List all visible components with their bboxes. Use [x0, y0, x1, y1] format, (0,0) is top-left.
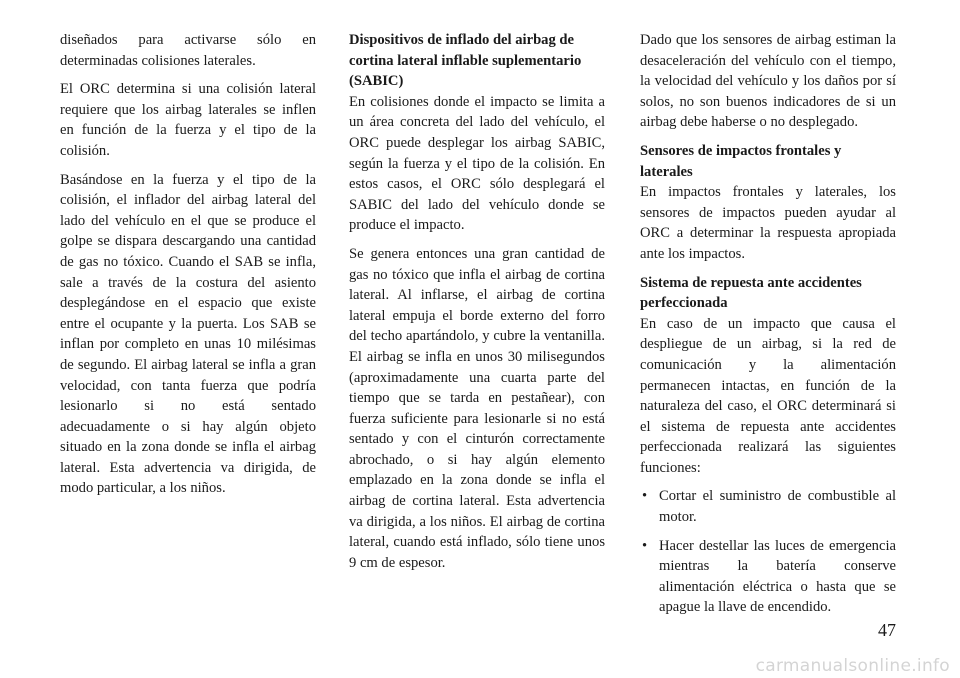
section-heading-sensors: Sensores de impactos frontales y laterales	[640, 142, 842, 180]
text-column-left	[60, 30, 316, 507]
paragraph: En impactos frontales y laterales, los sensores de impactos pueden ayudar al ORC a determinar la respuesta apropiada ante los impactos.	[640, 184, 896, 262]
bullet-icon: •	[642, 488, 648, 505]
page-number: 47	[878, 620, 896, 640]
list-item	[640, 536, 896, 618]
paragraph: Se genera entonces una gran cantidad de gas no tóxico que infla el airbag de cortina lateral. Al inflarse, el airbag de cortina lateral empuja el borde externo del forro del techo apartándolo, y cubre la ventanilla. El airbag se infla en unos 30 milisegundos (aproximadamente una cuarta parte del tiempo que se tarda en pestañear), con fuerza suficiente para lesionarle si no está sentado y con el cinturón correctamente abrochado, o si hay algún elemento emplazado en la zona donde se infla el airbag de cortina lateral. Esta advertencia va dirigida, a los niños. El airbag de cortina lateral, cuando está inflado, sólo tiene unos 9 cm de espesor.	[349, 245, 605, 571]
text-column-right	[640, 30, 896, 626]
paragraph: En colisiones donde el impacto se limita a un área concreta del lado del vehículo, el ORC puede desplegar los airbag SABIC, según la fuerza y el tipo de la colisión. En estos casos, el ORC sólo desplegará el SABIC del lado del vehículo donde se produce el impacto.	[349, 93, 605, 234]
list-item-text: Hacer destellar las luces de emergencia mientras la batería conserve alimentación eléctrica o hasta que se apague la llave de encendido.	[659, 537, 896, 616]
list-item-text: Cortar el suministro de combustible al motor.	[659, 488, 896, 526]
bullet-icon: •	[642, 537, 648, 554]
paragraph: El ORC determina si una colisión lateral requiere que los airbag laterales se inflen en función de la fuerza y el tipo de la colisión.	[60, 81, 316, 159]
text-column-middle	[349, 30, 605, 581]
watermark-text: carmanualsonline.info	[755, 656, 950, 676]
section-heading-response-system: Sistema de repuesta ante accidentes perfeccionada	[640, 274, 862, 312]
paragraph: En caso de un impacto que causa el despliegue de un airbag, si la red de comunicación y la alimentación permanecen intactas, en función de la naturaleza del caso, el ORC determinará si el sistema de repuesta ante accidentes perfeccionada realizará las siguientes funciones:	[640, 315, 896, 476]
list-item	[640, 486, 896, 527]
section-heading-sabic: Dispositivos de inflado del airbag de cortina lateral inflable suplementario (SABIC)	[349, 32, 582, 90]
paragraph: Basándose en la fuerza y el tipo de la colisión, el inflador del airbag lateral del lado del vehículo en el que se produce el golpe se dispara descargando una cantidad de gas no tóxico. Cuando el SAB se infla, sale a través de la costura del asiento desplegándose en el espacio que existe entre el ocupante y la puerta. Los SAB se inflan por completo en unas 10 milésimas de segundo. El airbag lateral se infla a gran velocidad, con tanta fuerza que podría lesionarlo si no está sentado adecuadamente o si hay algún objeto situado en la zona donde se infla el airbag lateral. Esta advertencia va dirigida, de modo particular, a los niños.	[60, 171, 316, 497]
watermark	[0, 656, 960, 678]
paragraph: diseñados para activarse sólo en determinadas colisiones laterales.	[60, 32, 316, 69]
bullet-list	[640, 486, 896, 618]
paragraph: Dado que los sensores de airbag estiman la desaceleración del vehículo con el tiempo, la velocidad del vehículo y los daños por sí solos, no son buenos indicadores de si un airbag debe haberse o no desplegado.	[640, 32, 896, 131]
